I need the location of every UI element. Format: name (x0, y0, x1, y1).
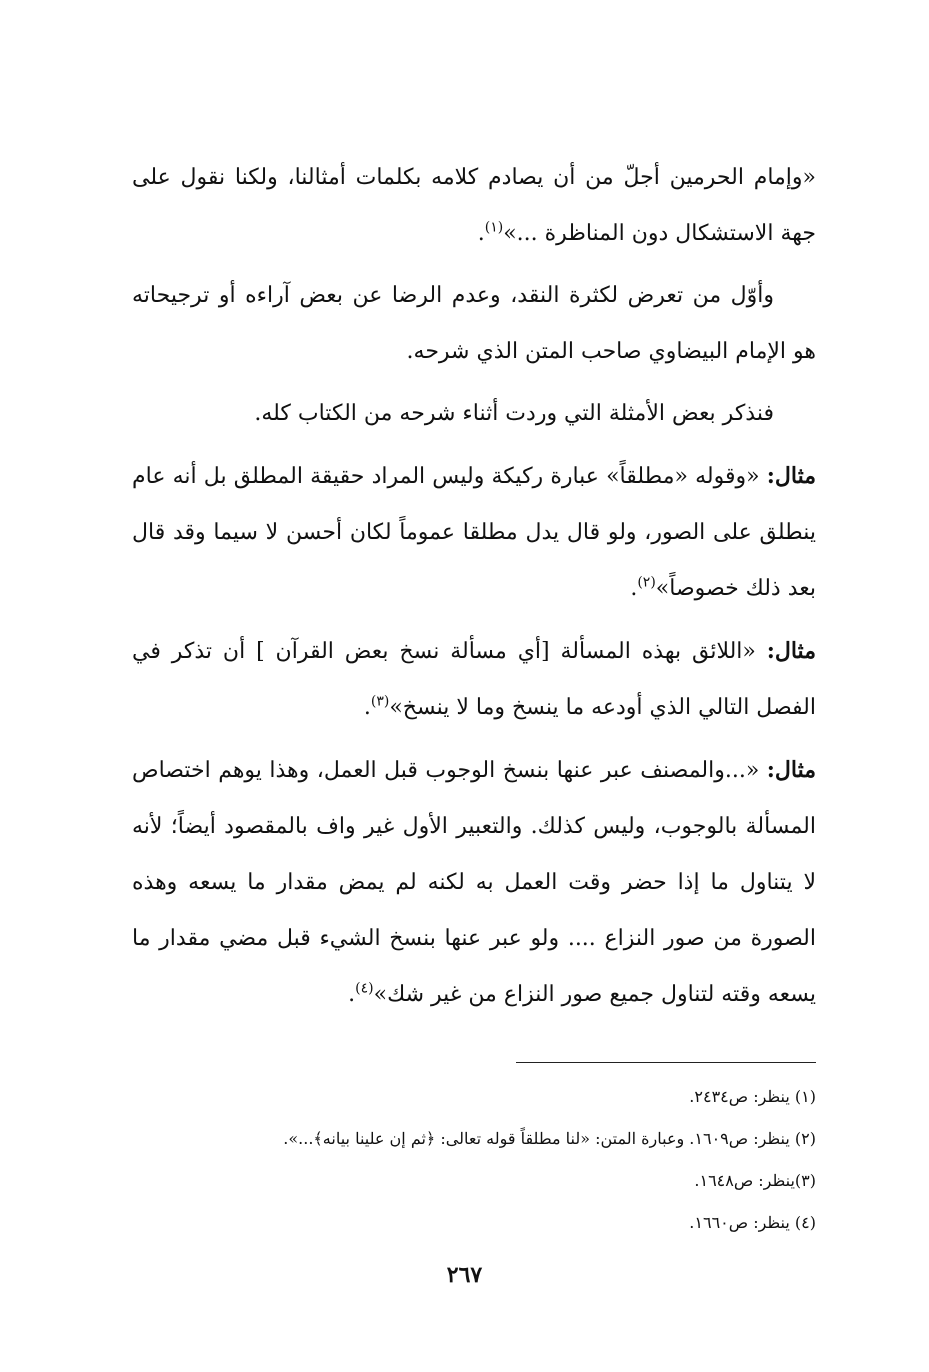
paragraph-text: «وإمام الحرمين أجلّ من أن يصادم كلامه بكلمات أمثالنا، ولكنا نقول على جهة الاستشكال دون المناظرة ...» (132, 165, 817, 246)
paragraph-baydawi (132, 268, 816, 380)
paragraph-end: . (363, 695, 371, 720)
paragraph-text: «اللائق بهذه المسألة [أي مسألة نسخ بعض القرآن ] أن تذكر في الفصل التالي الذي أودعه ما ينسخ وما لا ينسخ» (132, 639, 816, 720)
footnote-separator (516, 1062, 816, 1063)
paragraph-end: . (477, 221, 485, 246)
footnote-ref[interactable]: (٣) (370, 693, 390, 710)
paragraph-example-1 (132, 448, 816, 617)
paragraph-text: «...والمصنف عبر عنها بنسخ الوجوب قبل العمل، وهذا يوهم اختصاص المسألة بالوجوب، وليس كذلك. والتعبير الأول غير واف بالمقصود أيضاً؛ لأنه لا يتناول ما إذا حضر وقت العمل به لكنه لم يمض مقدار ما يسعه وهذه الصورة من صور النزاع .... ولو عبر عنها بنسخ الشيء قبل مضي مقدار ما يسعه وقته لتناول جميع صور النزاع من غير شك» (132, 758, 816, 1007)
footnote-3: (٣)ينظر: ص١٦٤٨. (694, 1171, 816, 1190)
paragraph-example-2 (132, 623, 816, 736)
footnote-ref[interactable]: (١) (484, 219, 504, 236)
footnotes (132, 1076, 816, 1244)
footnote-4: (٤) ينظر: ص١٦٦٠. (689, 1213, 816, 1232)
page-number: ٢٦٧ (446, 1262, 483, 1288)
paragraph-example-3 (132, 742, 816, 1023)
paragraph-end: . (348, 982, 356, 1007)
paragraph-examples-intro (132, 386, 816, 442)
paragraph-text: فنذكر بعض الأمثلة التي وردت أثناء شرحه من الكتاب كله. (254, 401, 774, 426)
paragraph-text: «وقوله «مطلقاً» عبارة ركيكة وليس المراد حقيقة المطلق بل أنه عام ينطلق على الصور، ولو قال يدل مطلقا عموماً لكان أحسن لا سيما وقد قال بعد ذلك خصوصاً» (132, 464, 816, 601)
example-label: مثال: (766, 757, 816, 783)
paragraph-text: وأوّل من تعرض لكثرة النقد، وعدم الرضا عن بعض آراءه أو ترجيحاته هو الإمام البيضاوي صاحب المتن الذي شرحه. (132, 283, 816, 364)
paragraph-quote-haramain (132, 150, 816, 262)
footnote-ref[interactable]: (٢) (637, 574, 656, 591)
footnote-1: (١) ينظر: ص٢٤٣٤. (689, 1087, 816, 1106)
footnote-2: (٢) ينظر: ص١٦٠٩. وعبارة المتن: «لنا مطلقاً قوله تعالى: ﴿ثم إن علينا بيانه﴾...». (283, 1129, 816, 1148)
example-label: مثال: (766, 638, 816, 664)
main-text (132, 150, 816, 1023)
paragraph-end: . (630, 576, 638, 601)
example-label: مثال: (766, 463, 816, 489)
footnote-ref[interactable]: (٤) (355, 980, 374, 997)
